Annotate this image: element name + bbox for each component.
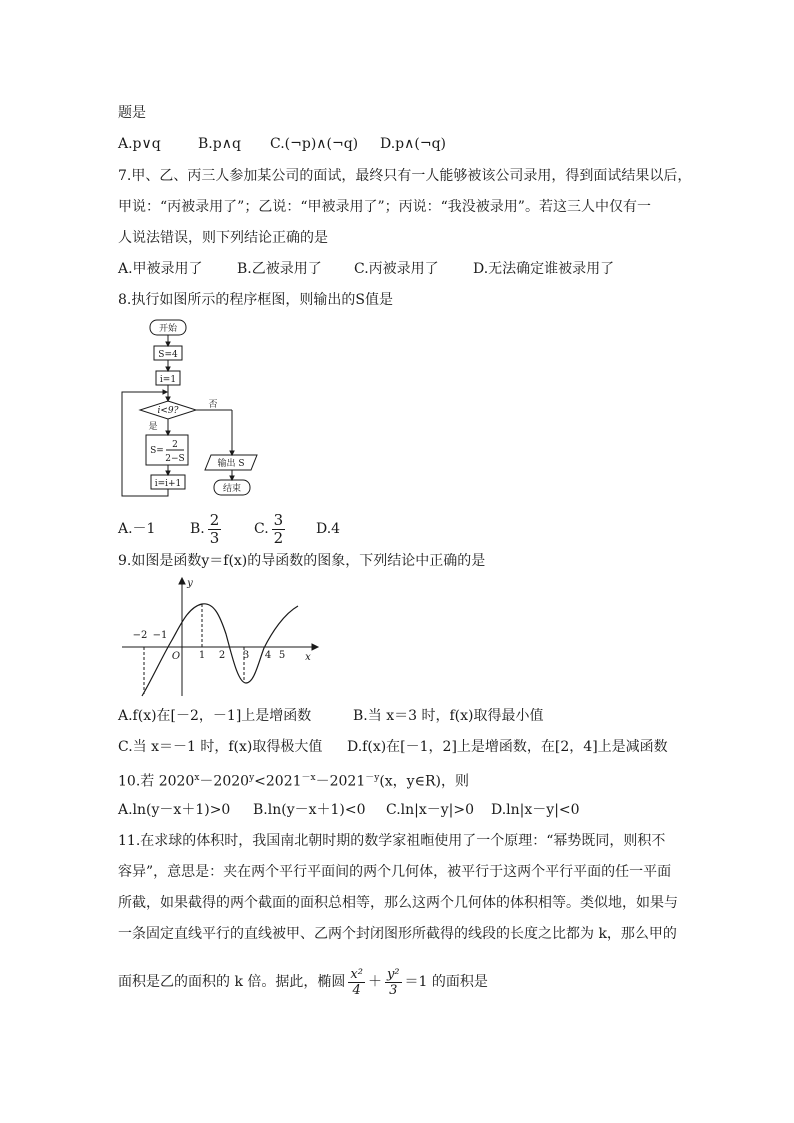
q11-text-5 [118,962,488,1002]
q10-option-b[interactable]: B.ln(y－x＋1)<0 [253,802,366,818]
flow-start-label: 开始 [158,324,178,334]
q10-exp3: －x [301,773,316,783]
q7-option-b[interactable]: B.乙被录用了 [237,261,322,277]
q10-pre: 10.若 2020 [118,773,195,790]
q7-option-c[interactable]: C.丙被录用了 [354,261,439,277]
flow-condition-label: i<9? [157,406,179,416]
flow-end-label: 结束 [222,484,242,494]
derivative-graph [118,574,320,698]
tick-neg1: −1 [152,630,168,641]
q8-option-b[interactable] [190,512,224,546]
flow-i-init-label: i=1 [159,375,177,385]
q6-option-c[interactable]: C.(¬p)∧(¬q) [270,136,359,152]
y-axis-label: y [187,578,193,589]
q8-option-b-den: 3 [209,528,220,547]
question-6-tail: 题是 [118,105,146,121]
q8-option-c-num: 3 [273,510,284,529]
flow-assign-lhs: S= [150,446,164,456]
q11-text-2: 容异”，意思是：夹在两个平行平面间的两个几何体，被平行于这两个平行平面的任一平面 [118,864,672,880]
ellipse-x-num: x² [350,966,363,982]
q8-text: 8.执行如图所示的程序框图，则输出的S值是 [118,292,393,308]
ellipse-term-x [348,968,365,997]
q7-option-a[interactable]: A.甲被录用了 [118,261,203,277]
flow-yes-label: 是 [148,422,158,432]
q8-option-c-prefix: C. [254,521,269,537]
q6-option-b[interactable]: B.p∧q [198,136,241,152]
q8-option-c-fraction [272,510,286,547]
q9-option-b[interactable]: B.当 x＝3 时，f(x)取得最小值 [353,708,544,724]
q11-text-5-post: ＝1 的面积是 [404,974,488,990]
q6-option-a[interactable]: A.p∨q [118,136,161,152]
q9-option-a[interactable]: A.f(x)在[－2，－1]上是增函数 [118,708,312,724]
ellipse-y-num: y² [386,966,400,982]
q11-text-1: 11.在求球的体积时，我国南北朝时期的数学家祖暅使用了一个原理：“幂势既同，则积不 [118,833,666,849]
q9-option-c[interactable]: C.当 x＝－1 时，f(x)取得极大值 [118,739,323,755]
q10-mid3: －2021 [315,773,366,790]
q9-text: 9.如图是函数y＝f(x)的导函数的图象，下列结论中正确的是 [118,553,486,569]
flow-assign-den: 2−S [165,454,185,464]
flow-assign-num: 2 [172,440,178,450]
ellipse-y-den: 3 [389,982,398,998]
ellipse-term-y [385,968,402,997]
flow-output-label: 输出 S [217,459,245,469]
flow-no-label: 否 [208,400,218,410]
q8-option-a[interactable]: A.－1 [118,521,156,537]
x-axis-label: x [305,652,311,663]
q10-text [118,769,469,791]
q10-exp4: －y [365,773,380,783]
origin-label: O [171,651,181,662]
tick-4: 4 [264,650,272,661]
ellipse-x-den: 4 [352,982,361,998]
q10-post: (x，y∈R)，则 [379,773,469,790]
q7-option-d[interactable]: D.无法确定谁被录用了 [473,261,615,277]
q8-option-c[interactable] [254,512,288,546]
tick-2: 2 [218,650,226,661]
q8-option-b-prefix: B. [190,521,205,537]
q10-exp1: x [194,773,200,783]
q11-text-3: 所截，如果截得的两个截面的面积总相等，那么这两个几何体的体积相等。类似地，如果与 [118,895,678,911]
flow-s-init-label: S=4 [158,350,178,360]
q8-option-b-num: 2 [209,510,220,529]
tick-3: 3 [242,650,250,661]
q6-option-d[interactable]: D.p∧(¬q) [380,136,447,152]
q9-option-d[interactable]: D.f(x)在[－1，2]上是增函数，在[2，4]上是减函数 [347,739,668,755]
tick-1: 1 [198,650,206,661]
q10-mid1: －2020 [199,773,250,790]
q7-text-2: 甲说：“丙被录用了”；乙说：“甲被录用了”；丙说：“我没被录用”。若这三人中仅有一 [118,199,651,215]
ellipse-plus: ＋ [367,974,382,990]
q11-text-4: 一条固定直线平行的直线被甲、乙两个封闭图形所截得的线段的长度之比都为 k，那么甲的 [118,926,677,942]
flow-inc-label: i=i+1 [154,479,182,489]
q10-exp2: y [249,773,255,783]
q8-option-d[interactable]: D.4 [316,521,341,537]
tick-neg2: −2 [132,630,148,641]
q7-text-1: 7.甲、乙、丙三人参加某公司的面试，最终只有一人能够被该公司录用，得到面试结果以后， [118,168,692,184]
q11-text-5-pre: 面积是乙的面积的 k 倍。据此，椭圆 [118,974,346,990]
q10-option-d[interactable]: D.ln|x－y|<0 [491,802,580,818]
q8-option-b-fraction [208,510,222,547]
q8-option-c-den: 2 [273,528,284,547]
q10-option-c[interactable]: C.ln|x－y|>0 [386,802,475,818]
tick-5: 5 [278,650,286,661]
q10-option-a[interactable]: A.ln(y－x＋1)>0 [118,802,231,818]
q7-text-3: 人说法错误，则下列结论正确的是 [118,230,328,246]
q10-mid2: <2021 [254,773,302,790]
flowchart [118,316,268,500]
